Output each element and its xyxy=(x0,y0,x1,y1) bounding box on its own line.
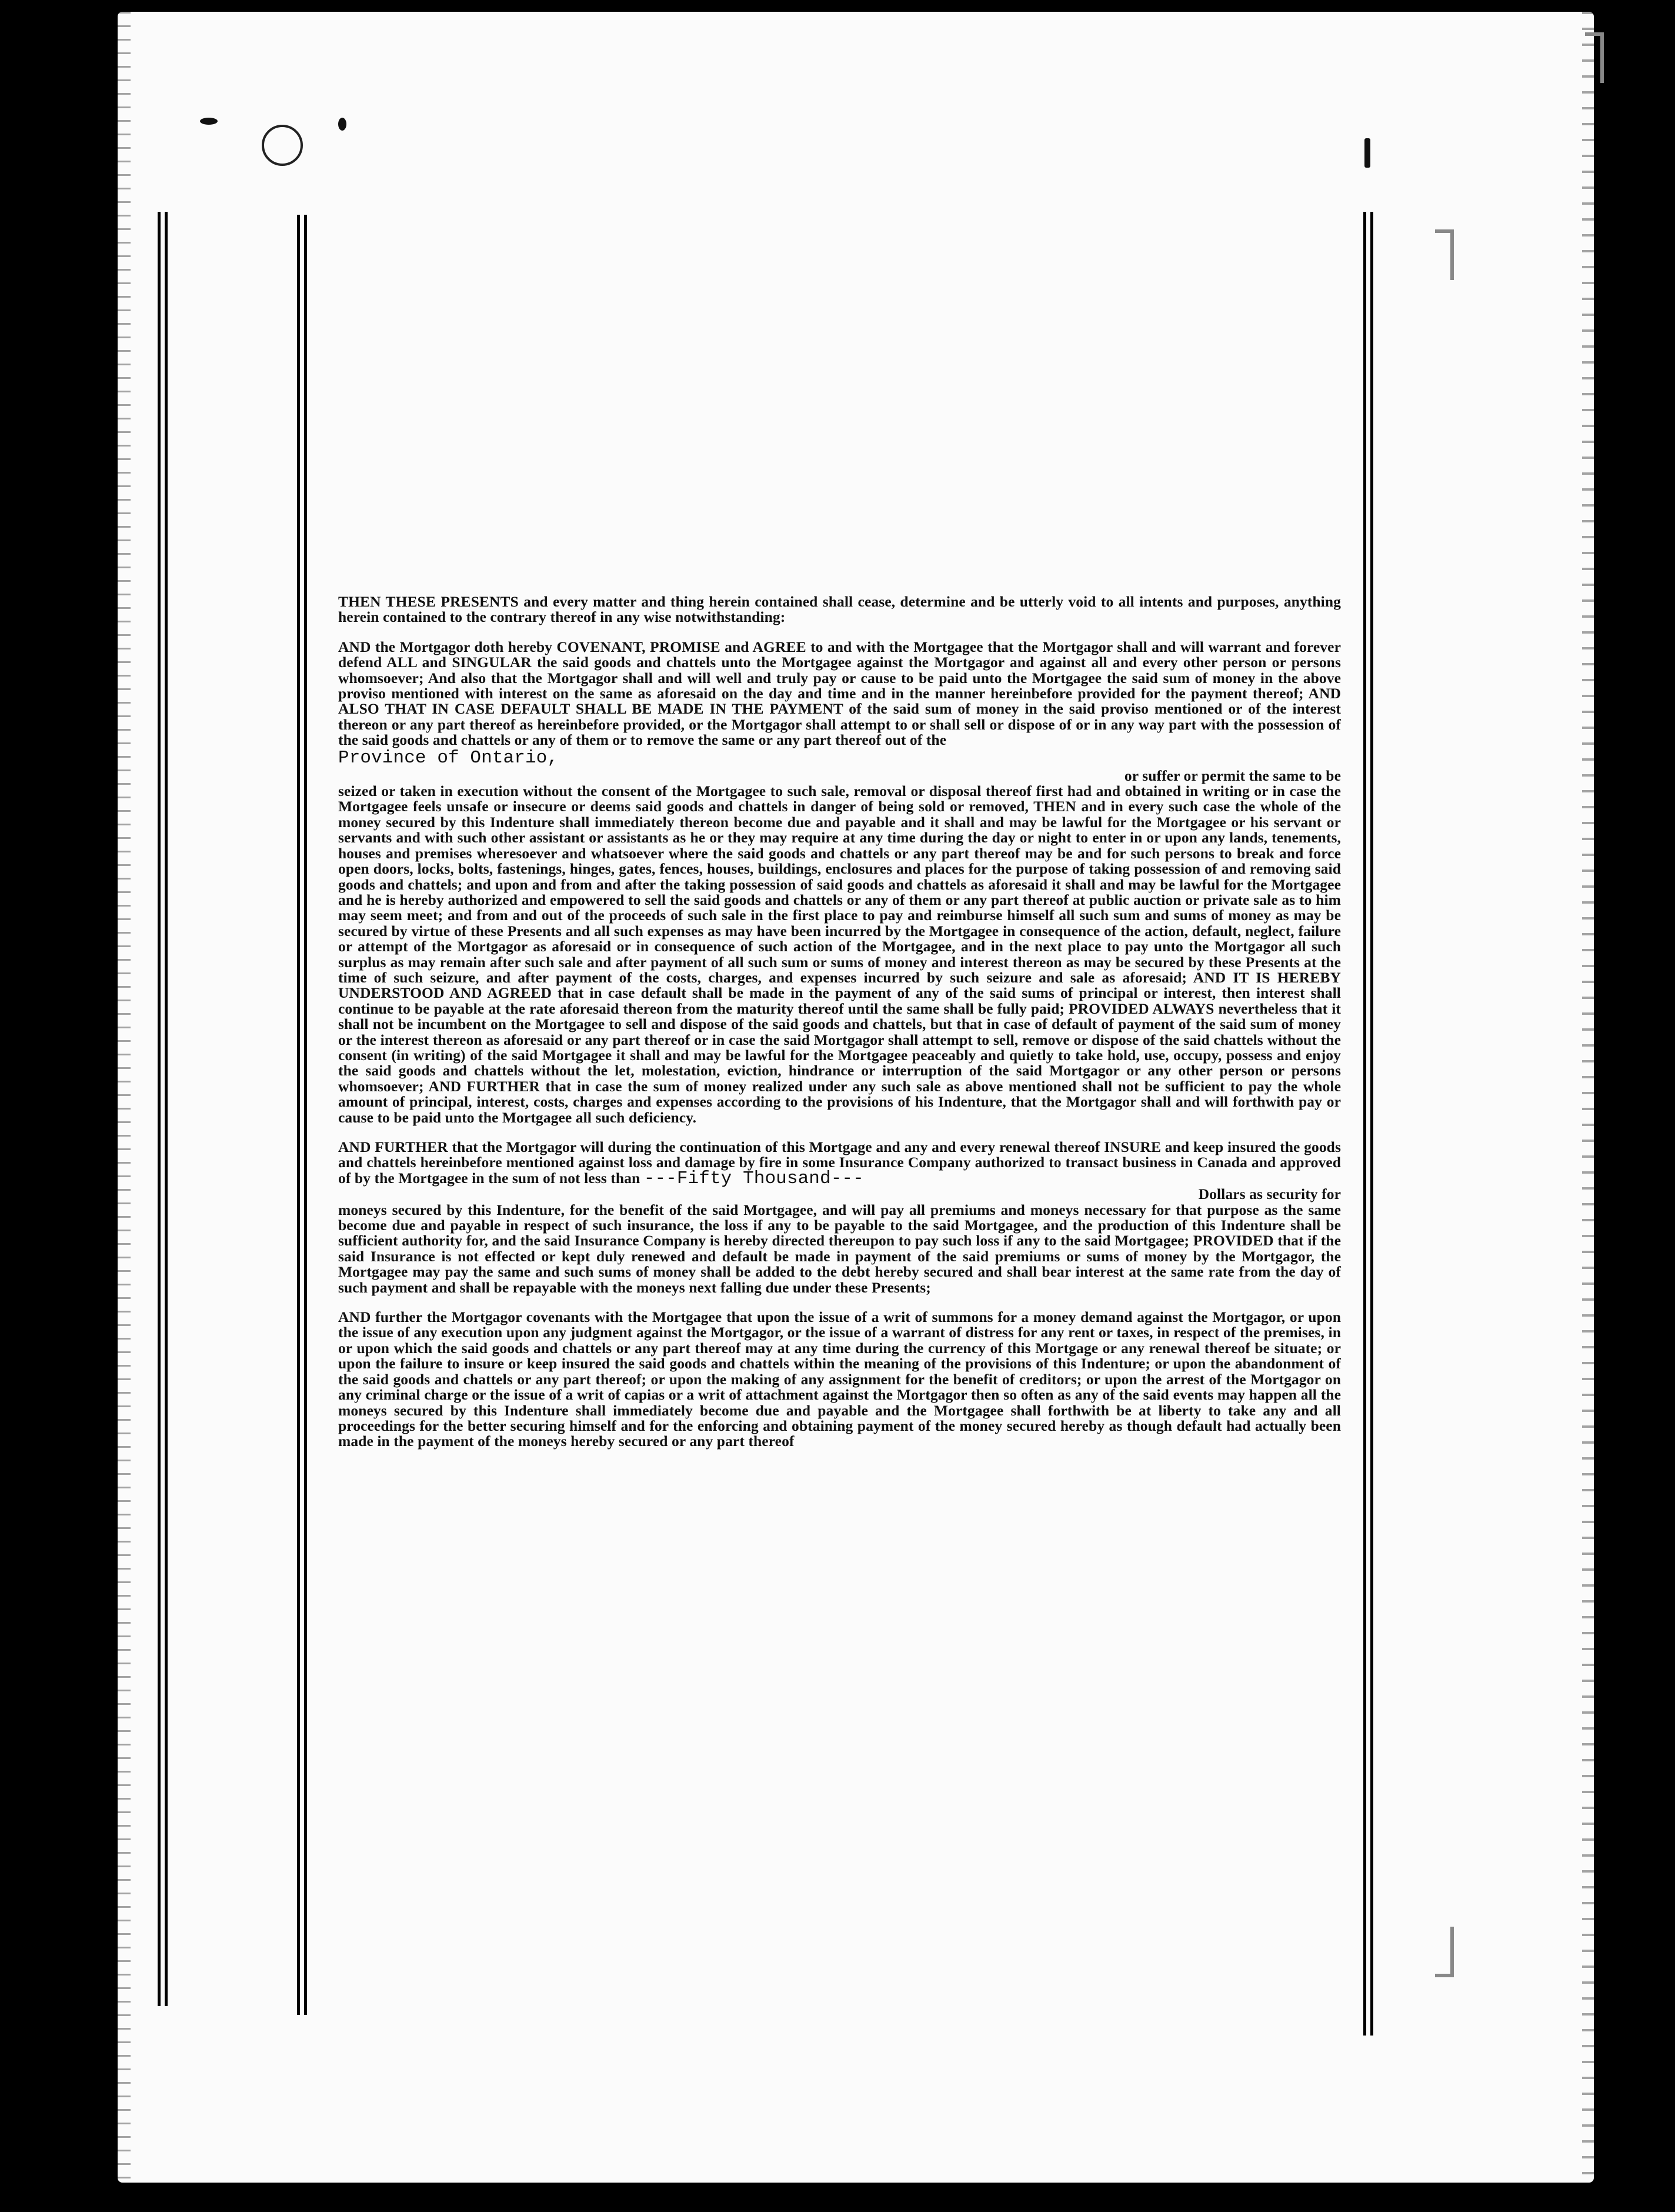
sheet-right-edge xyxy=(1582,12,1600,2183)
clause-text: and every matter and thing herein contained shall cease, determine and be utterly void to all intents and purposes, anything herein contained to the contrary thereof in any wise notwithstanding: xyxy=(338,593,1341,626)
clause-text: seized or taken in execution without the consent of the Mortgagee to such sale, removal or disposal thereof first had and obtained in writing or in case the Mortgagee feels unsafe or insecure or deems said goods and chattels in danger of being sold or removed, THEN and in every such case the whole of the money secured by this Indenture shall immediately thereon become due and payable and it shall and may be lawful for the Mortgagee or his servant or servants and with such other assistant or assistants as he or they may require at any time during the day or night to enter in or upon any lands, tenements, houses and premises wheresoever and whatsoever where the said goods and chattels or any part thereof may be and for such persons to break and force open doors, locks, bolts, fastenings, hinges, gates, fences, houses, buildings, enclosures and places for the purpose of taking possession of and removing said goods and chattels; and upon and from and after the taking possession of said goods and chattels as aforesaid it shall and may be lawful for the Mortgagee and he is hereby authorized and empowered to sell the said goods and chattels or any of them or any part thereof at public auction or private sale as to him may seem meet; and from and out of the proceeds of such sale in the first place to pay and reimburse himself all such sum and sums of money as may be secured by virtue of these Presents and all such expenses as may have been incurred by the Mortgagee in consequence of the action, default, neglect, failure or attempt of the Mortgagor as aforesaid or in consequence of such action of the Mortgagee, and in the next place to pay unto the Mortgagor all such surplus as may remain after such sale and after payment of all such sum or sums of money and interest thereon as may be secured by these Presents at the time of such seizure, and after payment of the costs, charges, and expenses incurred by such seizure and sale as aforesaid; AND IT IS HEREBY UNDERSTOOD AND AGREED that in case default shall be made in the payment of any of the said sums of principal or interest, then interest shall continue to be payable at the rate aforesaid thereon from the maturity thereof until the same shall be fully paid; PROVIDED ALWAYS nevertheless that it shall not be incumbent on the Mortgagee to sell and dispose of the said goods and chattels, but that in case of default of payment of the said sum of money or the interest thereon as aforesaid or any part thereof or in case the said Mortgagor shall attempt to sell, remove or dispose of the said chattels without the consent (in writing) of the said Mortgagee it shall and may be lawful for the Mortgagee peaceably and quietly to take hold, use, occupy, possess and enjoy the said goods and chattels without the let, molestation, eviction, hindrance or interruption of the said Mortgagor or any other person or persons whomsoever; AND FURTHER that in case the sum of money realized under any such sale as above mentioned shall not be sufficient to pay the whole amount of principal, interest, costs, charges and expenses according to the provisions of his Indenture, that the Mortgagor shall and will forthwith pay or cause to be paid unto the Mortgagee all such deficiency. xyxy=(338,782,1341,1126)
right-margin-rule xyxy=(1370,212,1373,2036)
corner-bracket-bottom xyxy=(1435,1927,1454,1977)
clause-text: the Mortgagor covenants with the Mortgagee that upon the issue of a writ of summons for a money demand against the Mortgagor, or upon the issue of any execution upon any judgment against the Mortgagor, or the issue of a warrant of distress for any rent or taxes, in respect of the premises, in or upon which the said goods and chattels or any part thereof may at any time during the currency of this Mortgage or any renewal thereof be situate; or upon the failure to insure or keep insured the said goods and chattels within the meaning of the provisions of this Indenture; or upon the abandonment of the said goods and chattels or any part thereof; or upon the making of any assignment for the benefit of creditors; or upon the arrest of the Mortgagor on any criminal charge or the issue of a writ of capias or a writ of attachment against the Mortgagor then so often as any of the said events may happen all the moneys secured by this Indenture shall immediately become due and payable and the Mortgagee shall forthwith be at liberty to take any and all proceedings for the better securing himself and for the enforcing and obtaining payment of the money secured hereby as though default had actually been made in the payment of the moneys hereby secured or any part thereof xyxy=(338,1308,1341,1450)
clause-lead: AND further xyxy=(338,1308,423,1326)
corner-bracket-middle xyxy=(1435,229,1454,280)
scan-speck xyxy=(338,118,346,131)
clause-text: moneys secured by this Indenture, for the benefit of the said Mortgagee, and will pay all premiums and moneys necessary for that purpose as the same become due and payable in respect of such insurance, the loss if any to be payable to the said Mortgagee, and the production of this Indenture shall be sufficient authority for, and the said Insurance Company is hereby directed thereupon to pay such loss if any to the said Mortgagee; PROVIDED that if the said Insurance is not effected or kept duly renewed and default be made in payment of the said premiums or sums of money by the Mortgagor, the Mortgagee may pay the same and such sums of money shall be added to the debt hereby secured and shall bear interest at the same rate from the day of such payment and shall be repayable with the moneys next falling due under these Presents; xyxy=(338,1201,1341,1296)
left-margin-rule xyxy=(165,212,168,2006)
clause-covenant xyxy=(338,639,1341,1125)
clause-text: that the Mortgagor will during the continuation of this Mortgage and any and every renewal thereof INSURE and keep insured the goods and chattels hereinbefore mentioned against loss and damage by fire in some Insurance Company authorized to transact business in Canada and approved of by the Mortgagee in the sum of not less than xyxy=(338,1138,1341,1187)
right-margin-rule xyxy=(1363,212,1366,2036)
clause-insurance xyxy=(338,1140,1341,1295)
sheet-left-edge xyxy=(107,12,131,2183)
corner-bracket-top xyxy=(1585,32,1604,83)
location-field: Province of Ontario, xyxy=(338,747,559,768)
punch-hole xyxy=(262,125,303,166)
left-margin-rule xyxy=(158,212,161,2006)
scan-speck xyxy=(1364,138,1370,168)
inner-left-rule xyxy=(297,215,300,2015)
inner-left-rule xyxy=(304,215,307,2015)
clause-text: to and with the Mortgagee that the Mortgagor shall and will warrant and forever defend ALL and SINGULAR the said goods and chattels unto the Mortgagee against the Mortgagor and against all and every other person or persons whomsoever; And also that the Mortgagor shall and will well and truly pay or cause to be paid unto the Mortgagee the said sum of money in the above proviso mentioned with interest on the same as aforesaid on the day and time and in the manner hereinbefore provided for the payment thereof; AND ALSO THAT IN CASE DEFAULT SHALL BE MADE IN THE PAYMENT of the said sum of money in the said proviso mentioned or of the interest thereon or any part thereof as hereinbefore provided, or the Mortgagor shall attempt to or shall sell or dispose of or in any way part with the possession of the said goods and chattels or any of them or to remove the same or any part thereof out of the xyxy=(338,638,1341,749)
clause-lead: AND the Mortgagor doth hereby COVENANT, PROMISE and AGREE xyxy=(338,638,806,655)
insurance-amount-field: ---Fifty Thousand--- xyxy=(643,1168,864,1189)
clause-text: Dollars as security for xyxy=(1198,1185,1341,1203)
mortgage-text xyxy=(338,594,1341,1464)
clause-lead: THEN THESE PRESENTS xyxy=(338,593,519,610)
clause-text: or suffer or permit the same to be xyxy=(1124,767,1341,784)
scan-speck xyxy=(200,118,218,125)
clause-then-these-presents xyxy=(338,594,1341,625)
clause-acceleration xyxy=(338,1310,1341,1450)
clause-lead: AND FURTHER xyxy=(338,1138,448,1155)
